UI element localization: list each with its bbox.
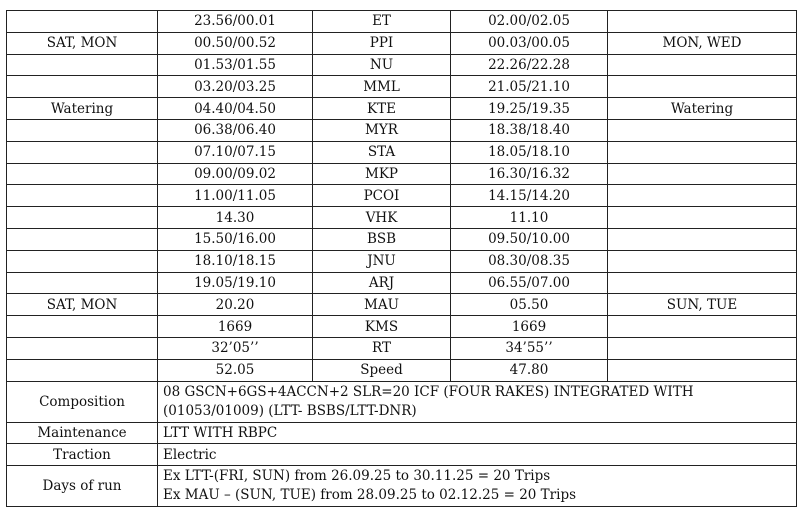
days-note-right: SUN, TUE bbox=[608, 294, 797, 316]
down-timing: 19.25/19.35 bbox=[451, 98, 608, 120]
days-note-right bbox=[608, 185, 797, 207]
days-of-run-line-2: Ex MAU – (SUN, TUE) from 28.09.25 to 02.12.25 = 20 Trips bbox=[163, 487, 577, 504]
timetable-row bbox=[7, 250, 797, 272]
down-timing: 22.26/22.28 bbox=[451, 54, 608, 76]
up-timing: 11.00/11.05 bbox=[158, 185, 313, 207]
up-timing: 00.50/00.52 bbox=[158, 32, 313, 54]
up-timing: 06.38/06.40 bbox=[158, 119, 313, 141]
maintenance-value: LTT WITH RBPC bbox=[158, 422, 797, 444]
timetable-row bbox=[7, 294, 797, 316]
station-code: MML bbox=[313, 76, 451, 98]
days-note-left bbox=[7, 141, 158, 163]
composition-line-1: 08 GSCN+6GS+4ACCN+2 SLR=20 ICF (FOUR RAKES) INTEGRATED WITH bbox=[163, 383, 694, 400]
timetable-row bbox=[7, 11, 797, 33]
down-timing: 18.05/18.10 bbox=[451, 141, 608, 163]
days-of-run-label: Days of run bbox=[7, 466, 158, 507]
down-timing: 34’55’’ bbox=[451, 337, 608, 359]
days-note-right bbox=[608, 54, 797, 76]
down-timing: 02.00/02.05 bbox=[451, 11, 608, 33]
down-timing: 18.38/18.40 bbox=[451, 119, 608, 141]
days-note-left bbox=[7, 337, 158, 359]
days-note-right bbox=[608, 316, 797, 338]
days-note-left bbox=[7, 250, 158, 272]
timetable-row bbox=[7, 316, 797, 338]
days-of-run-value bbox=[158, 466, 797, 507]
up-timing: 19.05/19.10 bbox=[158, 272, 313, 294]
station-code: MAU bbox=[313, 294, 451, 316]
station-code: VHK bbox=[313, 207, 451, 229]
days-note-right bbox=[608, 337, 797, 359]
down-timing: 05.50 bbox=[451, 294, 608, 316]
traction-row bbox=[7, 444, 797, 466]
days-note-left bbox=[7, 54, 158, 76]
schedule-rows bbox=[7, 11, 797, 382]
station-code: ET bbox=[313, 11, 451, 33]
station-code: STA bbox=[313, 141, 451, 163]
timetable-row bbox=[7, 272, 797, 294]
timetable-row bbox=[7, 54, 797, 76]
station-code: Speed bbox=[313, 359, 451, 381]
days-note-left: SAT, MON bbox=[7, 294, 158, 316]
up-timing: 20.20 bbox=[158, 294, 313, 316]
timetable-row bbox=[7, 98, 797, 120]
composition-value bbox=[158, 381, 797, 422]
details-section bbox=[7, 381, 797, 507]
up-timing: 14.30 bbox=[158, 207, 313, 229]
station-code: ARJ bbox=[313, 272, 451, 294]
days-note-right bbox=[608, 11, 797, 33]
up-timing: 15.50/16.00 bbox=[158, 228, 313, 250]
days-note-right bbox=[608, 228, 797, 250]
maintenance-label: Maintenance bbox=[7, 422, 158, 444]
down-timing: 06.55/07.00 bbox=[451, 272, 608, 294]
composition-label: Composition bbox=[7, 381, 158, 422]
station-code: MKP bbox=[313, 163, 451, 185]
timetable-row bbox=[7, 185, 797, 207]
down-timing: 09.50/10.00 bbox=[451, 228, 608, 250]
traction-label: Traction bbox=[7, 444, 158, 466]
timetable-row bbox=[7, 207, 797, 229]
days-note-left bbox=[7, 163, 158, 185]
station-code: RT bbox=[313, 337, 451, 359]
down-timing: 16.30/16.32 bbox=[451, 163, 608, 185]
station-code: BSB bbox=[313, 228, 451, 250]
timetable-row bbox=[7, 32, 797, 54]
days-note-right bbox=[608, 119, 797, 141]
timetable-row bbox=[7, 141, 797, 163]
timetable-row bbox=[7, 163, 797, 185]
station-code: KTE bbox=[313, 98, 451, 120]
days-note-left bbox=[7, 11, 158, 33]
traction-value: Electric bbox=[158, 444, 797, 466]
down-timing: 47.80 bbox=[451, 359, 608, 381]
timetable-row bbox=[7, 228, 797, 250]
down-timing: 14.15/14.20 bbox=[451, 185, 608, 207]
days-note-right: Watering bbox=[608, 98, 797, 120]
days-note-right bbox=[608, 250, 797, 272]
up-timing: 04.40/04.50 bbox=[158, 98, 313, 120]
days-note-left bbox=[7, 76, 158, 98]
up-timing: 23.56/00.01 bbox=[158, 11, 313, 33]
composition-row bbox=[7, 381, 797, 422]
days-of-run-row bbox=[7, 466, 797, 507]
days-note-left bbox=[7, 119, 158, 141]
timetable-row bbox=[7, 359, 797, 381]
days-note-left: SAT, MON bbox=[7, 32, 158, 54]
days-note-left bbox=[7, 359, 158, 381]
station-code: PPI bbox=[313, 32, 451, 54]
days-note-left bbox=[7, 272, 158, 294]
days-note-right: MON, WED bbox=[608, 32, 797, 54]
days-note-left bbox=[7, 316, 158, 338]
station-code: MYR bbox=[313, 119, 451, 141]
days-note-left bbox=[7, 185, 158, 207]
up-timing: 52.05 bbox=[158, 359, 313, 381]
up-timing: 01.53/01.55 bbox=[158, 54, 313, 76]
up-timing: 18.10/18.15 bbox=[158, 250, 313, 272]
days-note-right bbox=[608, 272, 797, 294]
station-code: PCOI bbox=[313, 185, 451, 207]
days-of-run-line-1: Ex LTT-(FRI, SUN) from 26.09.25 to 30.11.25 = 20 Trips bbox=[163, 468, 551, 485]
station-code: JNU bbox=[313, 250, 451, 272]
station-code: KMS bbox=[313, 316, 451, 338]
up-timing: 32’05’’ bbox=[158, 337, 313, 359]
timetable-row bbox=[7, 76, 797, 98]
timetable-row bbox=[7, 119, 797, 141]
down-timing: 11.10 bbox=[451, 207, 608, 229]
days-note-right bbox=[608, 163, 797, 185]
days-note-right bbox=[608, 76, 797, 98]
station-code: NU bbox=[313, 54, 451, 76]
train-schedule-table bbox=[6, 10, 797, 507]
days-note-right bbox=[608, 359, 797, 381]
down-timing: 00.03/00.05 bbox=[451, 32, 608, 54]
up-timing: 1669 bbox=[158, 316, 313, 338]
down-timing: 1669 bbox=[451, 316, 608, 338]
maintenance-row bbox=[7, 422, 797, 444]
timetable-row bbox=[7, 337, 797, 359]
up-timing: 09.00/09.02 bbox=[158, 163, 313, 185]
days-note-right bbox=[608, 207, 797, 229]
down-timing: 21.05/21.10 bbox=[451, 76, 608, 98]
composition-line-2: (01053/01009) (LTT- BSBS/LTT-DNR) bbox=[163, 402, 417, 419]
up-timing: 03.20/03.25 bbox=[158, 76, 313, 98]
days-note-left: Watering bbox=[7, 98, 158, 120]
down-timing: 08.30/08.35 bbox=[451, 250, 608, 272]
up-timing: 07.10/07.15 bbox=[158, 141, 313, 163]
days-note-left bbox=[7, 207, 158, 229]
days-note-left bbox=[7, 228, 158, 250]
days-note-right bbox=[608, 141, 797, 163]
